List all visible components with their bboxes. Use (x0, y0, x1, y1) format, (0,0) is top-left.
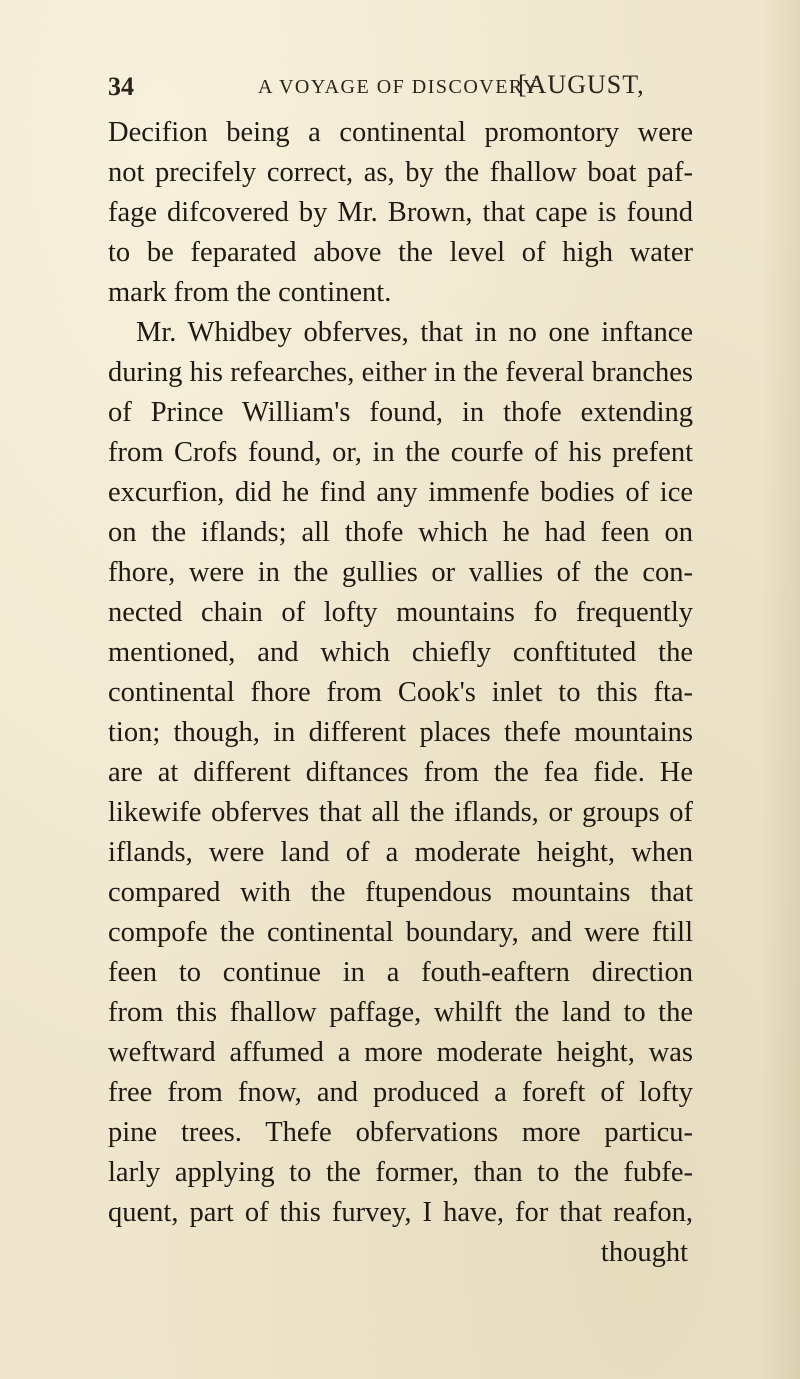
text-line: compofe the continental boundary, and were ftill (108, 917, 693, 948)
text-line: likewife obferves that all the iflands, or groups of (108, 797, 693, 828)
text-line: larly applying to the former, than to the fubfe- (108, 1157, 693, 1188)
text-line: to be feparated above the level of high water (108, 237, 693, 268)
page-number: 34 (108, 72, 134, 101)
text-line: of Prince William's found, in thofe extending (108, 397, 693, 428)
text-line: mentioned, and which chiefly conftituted the (108, 637, 693, 668)
text-line: feen to continue in a fouth-eaftern direction (108, 957, 693, 988)
text-line: tion; though, in different places thefe mountains (108, 717, 693, 748)
running-header (108, 72, 688, 108)
running-title: A VOYAGE OF DISCOVERY (258, 76, 539, 98)
text-line: not precifely correct, as, by the fhallow boat paf- (108, 157, 693, 188)
body-text (108, 113, 693, 1273)
page-edge-shadow (760, 0, 800, 1379)
text-line: quent, part of this furvey, I have, for that reafon, (108, 1197, 693, 1228)
text-line: on the iflands; all thofe which he had feen on (108, 517, 693, 548)
text-line: during his refearches, either in the feveral branches (108, 357, 693, 388)
text-line: free from fnow, and produced a foreft of lofty (108, 1077, 693, 1108)
text-line: mark from the continent. (108, 277, 392, 308)
text-line: iflands, were land of a moderate height, when (108, 837, 693, 868)
catchword: thought (600, 1237, 688, 1268)
text-line: compared with the ftupendous mountains that (108, 877, 693, 908)
text-line: are at different diftances from the fea fide. He (108, 757, 693, 788)
text-line: nected chain of lofty mountains fo frequently (108, 597, 693, 628)
text-line: fhore, were in the gullies or vallies of the con- (108, 557, 693, 588)
text-line: pine trees. Thefe obfervations more particu- (108, 1117, 693, 1148)
text-line: Mr. Whidbey obferves, that in no one inftance (136, 317, 693, 348)
text-line: continental fhore from Cook's inlet to this fta- (108, 677, 693, 708)
text-line: from this fhallow paffage, whilft the land to the (108, 997, 693, 1028)
section-heading: [AUGUST, (518, 70, 645, 99)
text-line: from Crofs found, or, in the courfe of his prefent (108, 437, 693, 468)
text-line: Decifion being a continental promontory were (108, 117, 693, 148)
text-line: excurfion, did he find any immenfe bodies of ice (108, 477, 693, 508)
text-line: weftward affumed a more moderate height, was (108, 1037, 693, 1068)
text-line: fage difcovered by Mr. Brown, that cape is found (108, 197, 693, 228)
